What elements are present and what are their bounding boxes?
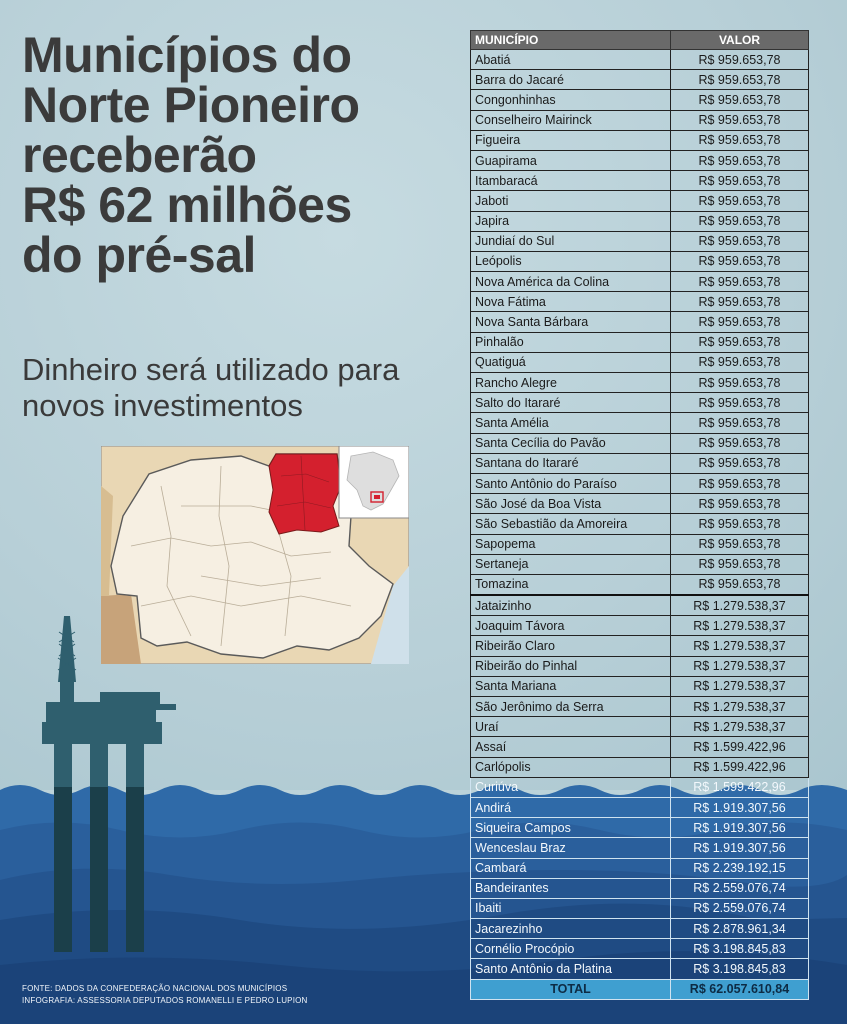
table-row [471,272,809,292]
municipality-name: Congonhinhas [471,90,671,110]
table-row [471,534,809,554]
municipality-value: R$ 959.653,78 [671,494,809,514]
municipality-name: Jaboti [471,191,671,211]
municipality-name: Jundiaí do Sul [471,231,671,251]
table-row [471,777,809,797]
municipality-value: R$ 959.653,78 [671,534,809,554]
table-row [471,636,809,656]
municipality-name: Cornélio Procópio [471,939,671,959]
subtitle: Dinheiro será utilizado para novos investimentos [22,352,400,423]
table-row [471,433,809,453]
municipality-value: R$ 959.653,78 [671,514,809,534]
municipality-value: R$ 959.653,78 [671,90,809,110]
table-row [471,797,809,817]
total-value: R$ 62.057.610,84 [671,979,809,999]
municipality-value: R$ 1.599.422,96 [671,777,809,797]
municipality-value: R$ 959.653,78 [671,373,809,393]
municipality-value: R$ 959.653,78 [671,130,809,150]
title-line: do pré-sal [22,227,256,283]
municipality-name: Santa Mariana [471,676,671,696]
table-row [471,110,809,130]
table-row [471,332,809,352]
total-row [471,979,809,999]
municipality-name: Japira [471,211,671,231]
title-line: Municípios do [22,27,352,83]
municipality-value: R$ 959.653,78 [671,473,809,493]
table-row [471,211,809,231]
table-row [471,656,809,676]
municipality-name: Santo Antônio do Paraíso [471,473,671,493]
table-row [471,494,809,514]
municipality-name: Barra do Jacaré [471,70,671,90]
municipality-value: R$ 959.653,78 [671,50,809,70]
title-line: R$ 62 milhões [22,177,352,233]
title-line: Norte Pioneiro [22,77,360,133]
municipality-value: R$ 2.239.192,15 [671,858,809,878]
table-row [471,50,809,70]
table-row [471,858,809,878]
table-row [471,616,809,636]
municipality-value: R$ 959.653,78 [671,211,809,231]
municipality-value: R$ 1.279.538,37 [671,717,809,737]
municipality-name: Cambará [471,858,671,878]
table-row [471,676,809,696]
municipality-value: R$ 1.279.538,37 [671,697,809,717]
table-row [471,514,809,534]
table-row [471,70,809,90]
municipality-value: R$ 1.279.538,37 [671,676,809,696]
municipality-value: R$ 959.653,78 [671,272,809,292]
table-row [471,878,809,898]
source-note: FONTE: DADOS DA CONFEDERAÇÃO NACIONAL DOS MUNICÍPIOS [22,984,288,993]
column-header-municipio: MUNICÍPIO [471,31,671,50]
municipality-name: Andirá [471,797,671,817]
table-row [471,574,809,595]
municipality-name: Nova Santa Bárbara [471,312,671,332]
table-row [471,231,809,251]
municipality-name: Jataizinho [471,595,671,616]
municipality-name: Carlópolis [471,757,671,777]
table-header-row [471,31,809,50]
table-row [471,473,809,493]
table-row [471,717,809,737]
table-row [471,595,809,616]
municipality-value: R$ 959.653,78 [671,251,809,271]
municipality-name: Ribeirão do Pinhal [471,656,671,676]
municipality-value: R$ 1.279.538,37 [671,616,809,636]
municipality-value: R$ 1.279.538,37 [671,656,809,676]
oil-platform-icon [40,612,180,952]
municipality-value: R$ 959.653,78 [671,70,809,90]
page-title [22,27,462,283]
municipality-name: Abatiá [471,50,671,70]
title-line: receberão [22,127,257,183]
municipality-name: Nova América da Colina [471,272,671,292]
municipality-name: Salto do Itararé [471,393,671,413]
table-row [471,697,809,717]
municipality-value: R$ 1.279.538,37 [671,595,809,616]
municipality-value: R$ 959.653,78 [671,191,809,211]
table-row [471,959,809,979]
municipality-name: Jacarezinho [471,919,671,939]
total-label: TOTAL [471,979,671,999]
municipality-value: R$ 959.653,78 [671,413,809,433]
table-row [471,554,809,574]
municipality-value: R$ 1.599.422,96 [671,757,809,777]
municipality-value: R$ 1.919.307,56 [671,797,809,817]
table-row [471,191,809,211]
municipality-value: R$ 3.198.845,83 [671,939,809,959]
municipality-value: R$ 2.559.076,74 [671,898,809,918]
municipality-name: Assaí [471,737,671,757]
municipality-name: Itambaracá [471,171,671,191]
municipality-value: R$ 959.653,78 [671,312,809,332]
municipality-value: R$ 3.198.845,83 [671,959,809,979]
table-row [471,251,809,271]
municipality-name: Tomazina [471,574,671,595]
municipality-value: R$ 1.599.422,96 [671,737,809,757]
municipality-name: São Jerônimo da Serra [471,697,671,717]
municipality-name: Curiúva [471,777,671,797]
values-table [470,30,809,1000]
municipality-name: Guapirama [471,150,671,170]
municipality-name: Conselheiro Mairinck [471,110,671,130]
table-row [471,939,809,959]
table-row [471,898,809,918]
table-row [471,818,809,838]
municipality-name: Joaquim Távora [471,616,671,636]
municipality-name: Santa Amélia [471,413,671,433]
municipality-name: Siqueira Campos [471,818,671,838]
table-row [471,919,809,939]
municipality-name: Ibaiti [471,898,671,918]
table-row [471,838,809,858]
municipality-value: R$ 959.653,78 [671,332,809,352]
municipality-value: R$ 959.653,78 [671,171,809,191]
municipality-name: Uraí [471,717,671,737]
municipality-value: R$ 959.653,78 [671,150,809,170]
municipality-name: Pinhalão [471,332,671,352]
municipality-value: R$ 959.653,78 [671,453,809,473]
municipality-value: R$ 959.653,78 [671,393,809,413]
municipality-name: Santo Antônio da Platina [471,959,671,979]
table-row [471,171,809,191]
municipality-name: Ribeirão Claro [471,636,671,656]
municipality-value: R$ 959.653,78 [671,574,809,595]
municipality-name: Wenceslau Braz [471,838,671,858]
municipality-name: Sapopema [471,534,671,554]
municipality-value: R$ 959.653,78 [671,231,809,251]
table-row [471,90,809,110]
municipality-value: R$ 1.919.307,56 [671,838,809,858]
municipality-name: Quatiguá [471,352,671,372]
municipality-value: R$ 959.653,78 [671,110,809,130]
municipality-name: Rancho Alegre [471,373,671,393]
table-row [471,453,809,473]
table-row [471,292,809,312]
table-row [471,352,809,372]
municipality-value: R$ 959.653,78 [671,554,809,574]
municipality-value: R$ 2.878.961,34 [671,919,809,939]
municipality-name: Leópolis [471,251,671,271]
column-header-valor: VALOR [671,31,809,50]
municipality-value: R$ 2.559.076,74 [671,878,809,898]
table-row [471,757,809,777]
municipality-name: Santa Cecília do Pavão [471,433,671,453]
municipality-name: Figueira [471,130,671,150]
table-row [471,130,809,150]
municipality-value: R$ 1.919.307,56 [671,818,809,838]
table-row [471,312,809,332]
municipality-name: Sertaneja [471,554,671,574]
table-row [471,373,809,393]
municipality-table [470,30,808,1000]
table-row [471,393,809,413]
municipality-name: Bandeirantes [471,878,671,898]
table-row [471,737,809,757]
credit-note: INFOGRAFIA: ASSESSORIA DEPUTADOS ROMANELLI E PEDRO LUPION [22,996,308,1005]
municipality-name: Santana do Itararé [471,453,671,473]
municipality-name: Nova Fátima [471,292,671,312]
municipality-value: R$ 1.279.538,37 [671,636,809,656]
footer-credits [22,983,308,1007]
table-row [471,150,809,170]
table-row [471,413,809,433]
municipality-value: R$ 959.653,78 [671,292,809,312]
municipality-value: R$ 959.653,78 [671,433,809,453]
municipality-name: São Sebastião da Amoreira [471,514,671,534]
municipality-name: São José da Boa Vista [471,494,671,514]
municipality-value: R$ 959.653,78 [671,352,809,372]
